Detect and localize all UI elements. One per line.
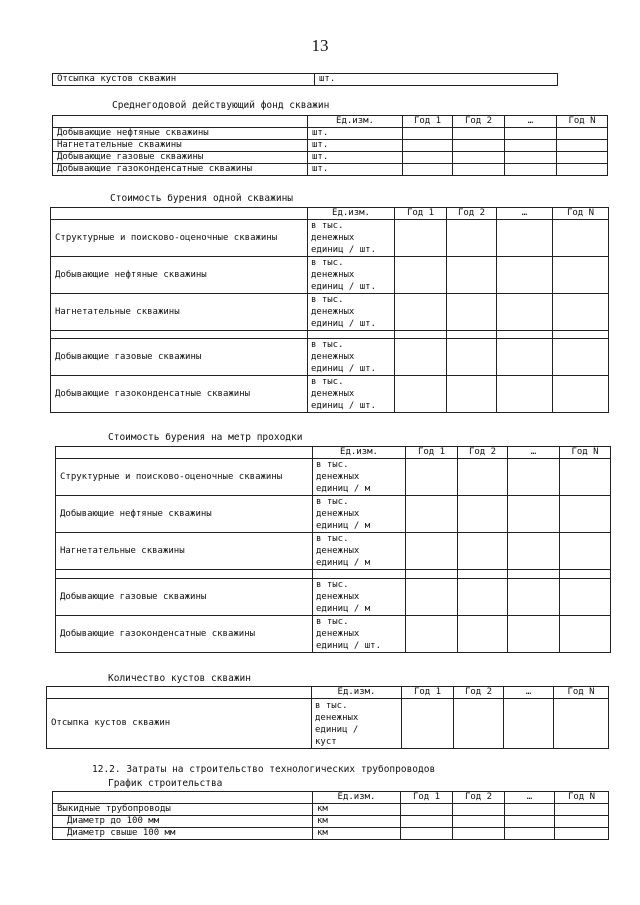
header-year-1: Год 1 (401, 792, 453, 804)
header-unit: Ед.изм. (313, 792, 401, 804)
row-name: Диаметр до 100 мм (53, 816, 313, 828)
header-year-n: Год N (553, 208, 609, 220)
header-year-2: Год 2 (458, 447, 508, 459)
table-row (56, 459, 611, 496)
table-header-row (47, 687, 609, 699)
row-unit: в тыс. денежных единиц / шт. (308, 376, 395, 413)
table-caption: Стоимость бурения на метр проходки (108, 432, 303, 443)
row-name: Нагнетательные скважины (53, 140, 308, 152)
table-well-cluster-count (46, 686, 609, 749)
row-unit: шт. (308, 140, 403, 152)
row-unit: в тыс. денежных единиц / шт. (308, 257, 395, 294)
row-name: Структурные и поисково-оценочные скважины (51, 220, 308, 257)
table-row (51, 339, 609, 376)
row-unit: км (313, 804, 401, 816)
page-number: 13 (311, 36, 329, 55)
row-unit: в тыс. денежных единиц / шт. (308, 339, 395, 376)
row-unit: шт. (308, 128, 403, 140)
table-row (56, 496, 611, 533)
table-header-row (51, 208, 609, 220)
table-spacer-row (56, 570, 611, 579)
table-row (51, 294, 609, 331)
row-name: Диаметр свыше 100 мм (53, 828, 313, 840)
header-year-1: Год 1 (402, 687, 454, 699)
table-caption: Стоимость бурения одной скважины (110, 193, 294, 204)
header-year-n: Год N (555, 792, 609, 804)
section-heading: 12.2. Затраты на строительство технологических трубопроводов (92, 764, 436, 775)
table-header-row (53, 792, 609, 804)
row-name: Добывающие газовые скважины (53, 152, 308, 164)
row-unit: в тыс. денежных единиц / м (313, 533, 406, 570)
row-name: Добывающие нефтяные скважины (56, 496, 313, 533)
row-name: Отсыпка кустов скважин (47, 699, 312, 749)
table-row (53, 74, 558, 86)
row-name: Нагнетательные скважины (51, 294, 308, 331)
header-year-2: Год 2 (454, 687, 504, 699)
header-year-1: Год 1 (403, 116, 453, 128)
table-row (53, 140, 608, 152)
table-header-row (53, 116, 608, 128)
table-row (51, 376, 609, 413)
header-unit: Ед.изм. (308, 116, 403, 128)
row-unit: в тыс. денежных единиц / м (313, 496, 406, 533)
header-year-2: Год 2 (447, 208, 497, 220)
table-caption: Среднегодовой действующий фонд скважин (112, 100, 330, 111)
table-row (56, 579, 611, 616)
table-spacer-row (51, 331, 609, 339)
row-name: Добывающие газоконденсатные скважины (56, 616, 313, 653)
table-row (51, 220, 609, 257)
header-year-1: Год 1 (395, 208, 447, 220)
table-drilling-cost-per-well (50, 207, 609, 413)
row-unit: км (313, 816, 401, 828)
header-year-n: Год N (560, 447, 611, 459)
row-unit: в тыс. денежных единиц / шт. (313, 616, 406, 653)
header-ellipsis: … (505, 792, 555, 804)
table-row (56, 533, 611, 570)
table-row (53, 816, 609, 828)
row-name: Добывающие газоконденсатные скважины (53, 164, 308, 176)
header-ellipsis: … (497, 208, 553, 220)
row-name: Добывающие нефтяные скважины (53, 128, 308, 140)
row-name: Добывающие газовые скважины (51, 339, 308, 376)
table-caption: График строительства (108, 778, 223, 789)
row-name: Структурные и поисково-оценочные скважины (56, 459, 313, 496)
header-year-1: Год 1 (406, 447, 458, 459)
row-unit: в тыс. денежных единиц / м (313, 579, 406, 616)
row-name: Добывающие газоконденсатные скважины (51, 376, 308, 413)
row-name: Нагнетательные скважины (56, 533, 313, 570)
header-cell (53, 116, 308, 128)
table-row (47, 699, 609, 749)
header-year-2: Год 2 (453, 116, 505, 128)
header-cell (51, 208, 308, 220)
table-row (53, 152, 608, 164)
header-ellipsis: … (505, 116, 557, 128)
table-drilling-cost-per-meter (55, 446, 611, 653)
row-unit: в тыс. денежных единиц / шт. (308, 294, 395, 331)
table-row (53, 164, 608, 176)
row-unit: шт. (308, 152, 403, 164)
header-cell (56, 447, 313, 459)
header-cell (53, 792, 313, 804)
row-unit: в тыс. денежных единиц / м (313, 459, 406, 496)
table-row (53, 128, 608, 140)
table-caption: Количество кустов скважин (108, 673, 251, 684)
row-name: Добывающие нефтяные скважины (51, 257, 308, 294)
row-name: Выкидные трубопроводы (53, 804, 313, 816)
row-unit: шт. (308, 164, 403, 176)
table-row (51, 257, 609, 294)
header-year-n: Год N (557, 116, 608, 128)
header-unit: Ед.изм. (308, 208, 395, 220)
row-name: Отсыпка кустов скважин (53, 74, 315, 86)
header-unit: Ед.изм. (313, 447, 406, 459)
row-unit: шт. (315, 74, 558, 86)
row-unit: км (313, 828, 401, 840)
row-unit: в тыс. денежных единиц / куст (312, 699, 402, 749)
header-ellipsis: … (508, 447, 560, 459)
table-row (56, 616, 611, 653)
header-year-2: Год 2 (453, 792, 505, 804)
table-header-row (56, 447, 611, 459)
table-avg-well-fund (52, 115, 608, 176)
header-ellipsis: … (504, 687, 554, 699)
table-well-cluster-fill-top (52, 73, 558, 86)
table-construction-schedule (52, 791, 609, 840)
header-unit: Ед.изм. (312, 687, 402, 699)
row-unit: в тыс. денежных единиц / шт. (308, 220, 395, 257)
table-row (53, 804, 609, 816)
row-name: Добывающие газовые скважины (56, 579, 313, 616)
header-year-n: Год N (554, 687, 609, 699)
table-row (53, 828, 609, 840)
header-cell (47, 687, 312, 699)
